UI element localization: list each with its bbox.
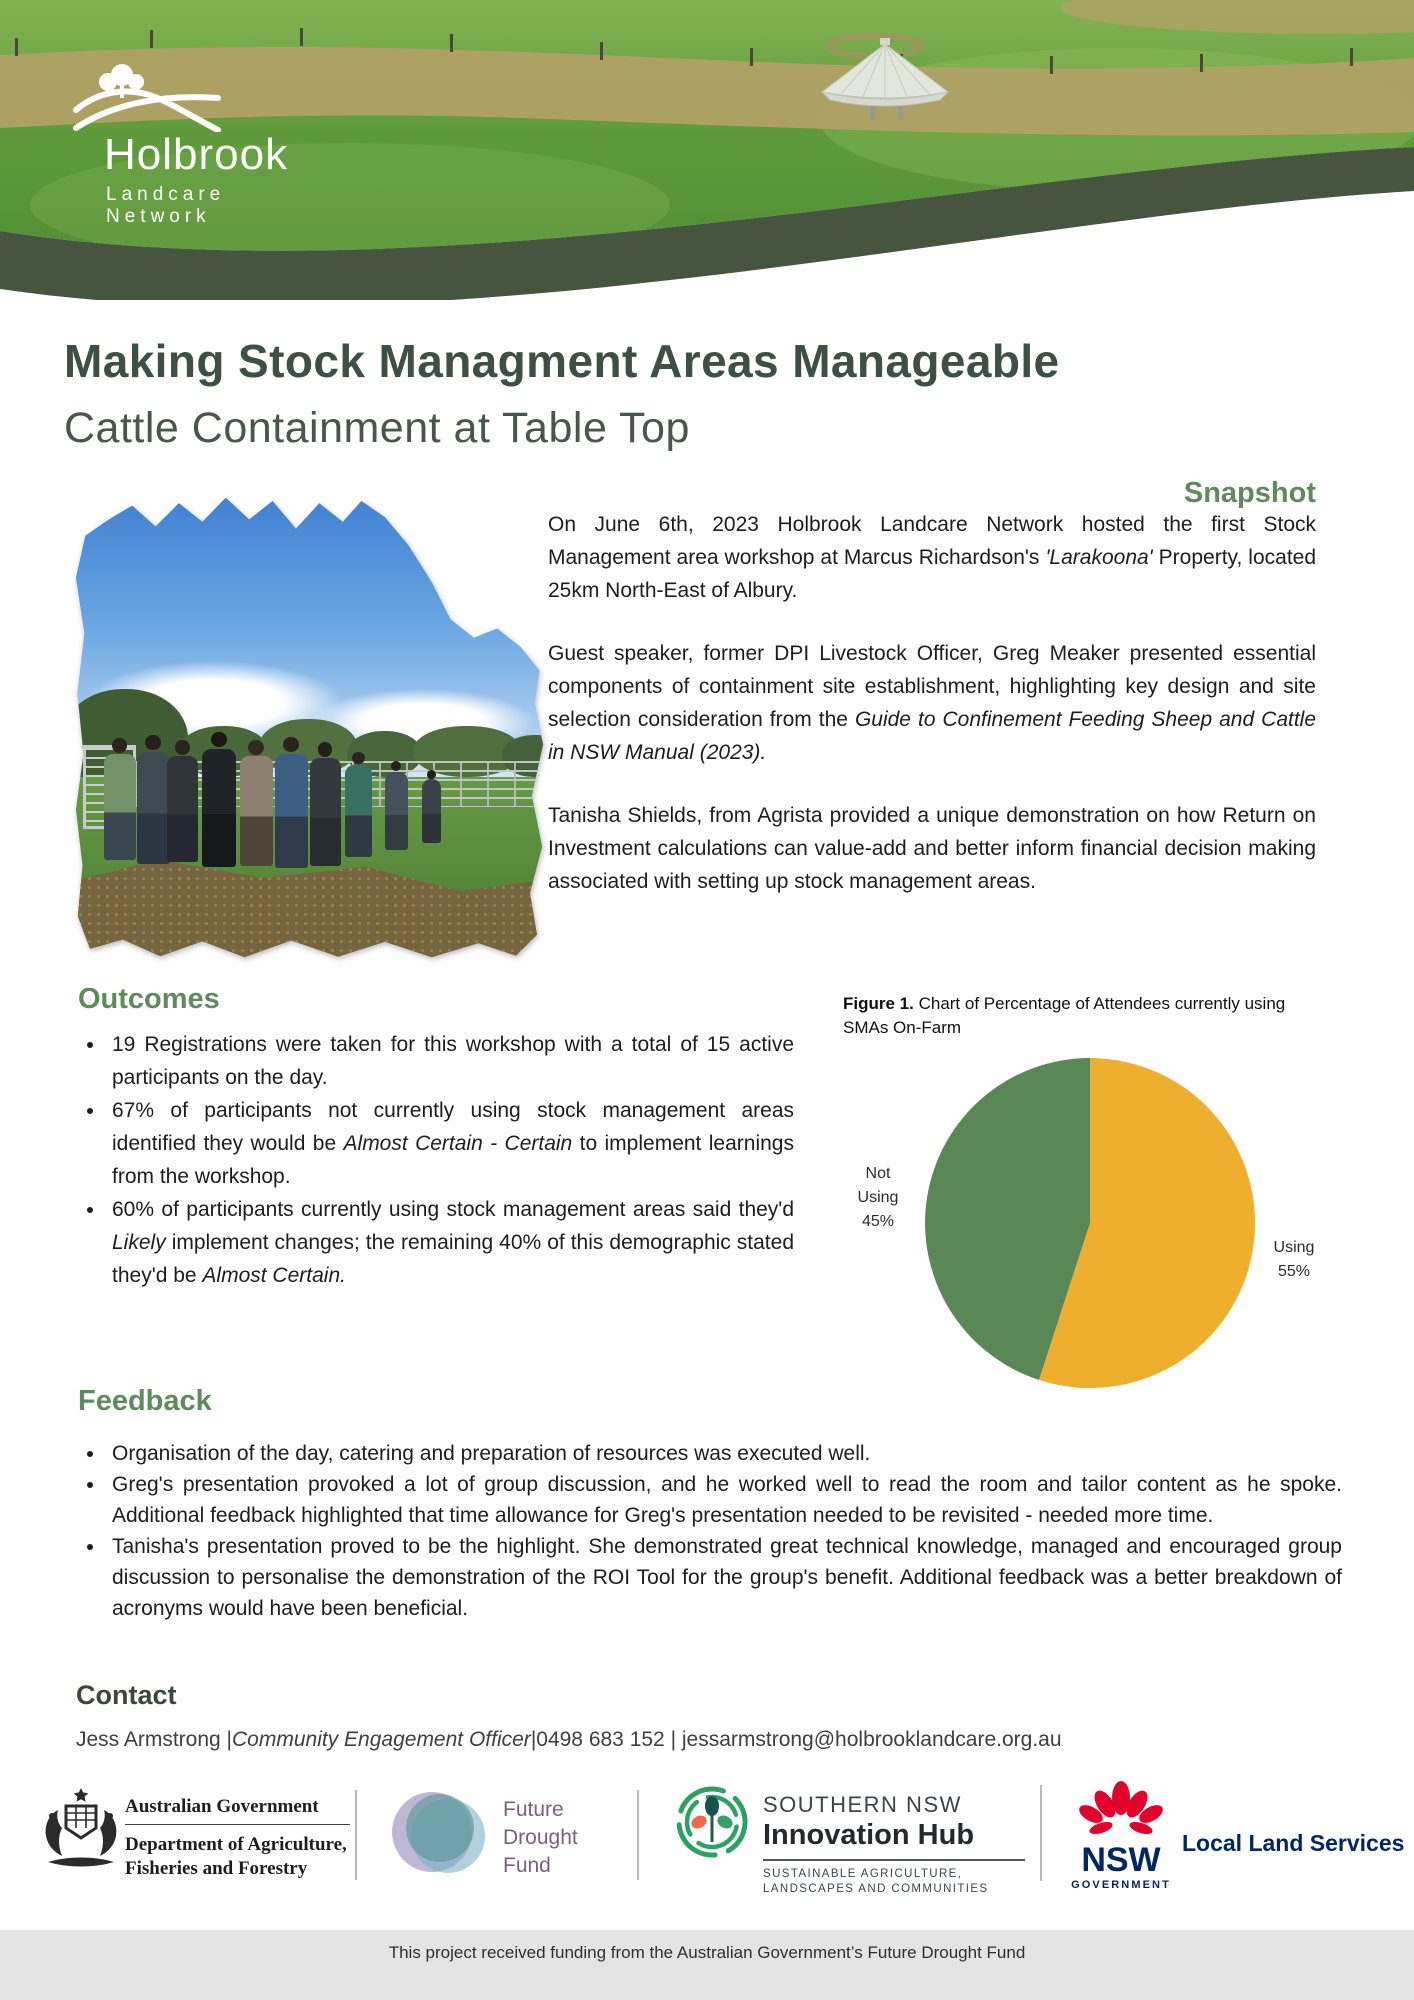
waratah-icon — [1069, 1780, 1173, 1836]
innovation-hub-text — [763, 1792, 1063, 1897]
hub-rule — [763, 1859, 1025, 1861]
hub-name: Innovation Hub — [763, 1819, 975, 1851]
future-drought-fund-text — [503, 1796, 578, 1880]
contact-heading: Contact — [76, 1680, 177, 1710]
pie-label-line: Not — [865, 1165, 891, 1182]
pie-label-not-using — [834, 1162, 922, 1234]
ausgov-line1: Australian Government — [125, 1796, 350, 1825]
photo-person — [167, 756, 198, 862]
figure-caption-text: Chart of Percentage of Attendees currently using SMAs On-Farm — [843, 994, 1286, 1037]
contact-text: Jess Armstrong |Community Engagement Officer|0498 683 152 | jessarmstrong@holbrooklandcare.org.au — [76, 1728, 1062, 1751]
local-land-services-text: Local Land Services — [1182, 1830, 1405, 1856]
figure-caption — [843, 992, 1323, 1040]
feedback-list — [76, 1438, 1342, 1624]
footer-divider — [637, 1790, 639, 1880]
pie-chart — [880, 1040, 1300, 1406]
page-subtitle: Cattle Containment at Table Top — [64, 404, 690, 452]
ausgov-line2 — [125, 1833, 350, 1881]
outcomes-list — [76, 1028, 794, 1292]
nsw-government-logo — [1066, 1780, 1176, 1891]
pie-label-line: Using — [857, 1189, 899, 1206]
outcomes-heading: Outcomes — [78, 983, 220, 1015]
future-drought-fund-icon — [390, 1788, 490, 1880]
photo-person — [422, 779, 441, 843]
snapshot-paragraph: Tanisha Shields, from Agrista provided a unique demonstration on how Return on Investment calculations can value-add and better inform financial decision making associated with setting up stock management areas. — [548, 804, 1316, 893]
page-title: Making Stock Managment Areas Manageable — [64, 335, 1060, 387]
snapshot-paragraphs — [548, 508, 1316, 928]
hills-trees-icon — [72, 60, 222, 132]
hub-subtitle — [763, 1867, 1063, 1897]
innovation-hub-icon — [674, 1784, 750, 1860]
photo-person — [310, 758, 341, 866]
pie-label-line: 55% — [1277, 1263, 1311, 1280]
fdf-line: Future — [503, 1798, 564, 1821]
workshop-photo-image — [76, 494, 544, 958]
outcomes-bullet: • 19 Registrations were taken for this workshop with a total of 15 active participants on the day. — [106, 1028, 794, 1094]
footer-divider — [1040, 1785, 1042, 1881]
feedback-bullet: • Organisation of the day, catering and preparation of resources was executed well. — [106, 1438, 1342, 1469]
outcomes-bullet: • 67% of participants not currently using stock management areas identified they would be Almost Certain - Certain to implement learnings from the workshop. — [106, 1094, 794, 1193]
holbrook-logo — [70, 60, 330, 228]
photo-person — [202, 749, 236, 867]
photo-person — [275, 754, 308, 868]
funding-text: This project received funding from the Australian Government’s Future Drought Fund — [388, 1943, 1026, 1962]
logo-tagline: Landcare Network — [106, 184, 226, 227]
fdf-line: Drought — [503, 1826, 578, 1849]
ausgov-dept-line: Fisheries and Forestry — [125, 1858, 308, 1879]
pie-label-line: Using — [1273, 1239, 1315, 1256]
hub-sub-line: LANDSCAPES AND COMMUNITIES — [763, 1883, 989, 1895]
footer-divider — [355, 1790, 357, 1880]
nsw-acronym: NSW — [1081, 1841, 1161, 1879]
australian-government-logo-text — [125, 1796, 350, 1881]
outcomes-bullet: • 60% of participants currently using stock management areas said they'd Likely implement changes; the remaining 40% of this demographic stated they'd be Almost Certain. — [106, 1193, 794, 1292]
workshop-photo — [76, 494, 544, 958]
photo-person — [345, 765, 372, 857]
australian-government-crest-icon — [38, 1786, 124, 1878]
logo-name: Holbrook — [104, 130, 289, 179]
funding-bar — [0, 1930, 1414, 2000]
feedback-bullet: • Tanisha's presentation proved to be the highlight. She demonstrated great technical knowledge, managed and encouraged group discussion to personalise the demonstration of the ROI Tool for the group's benefit. Additional feedback was a better breakdown of acronyms would have been beneficial. — [106, 1531, 1342, 1624]
feedback-heading: Feedback — [78, 1385, 212, 1417]
photo-person — [104, 754, 136, 860]
figure-caption-label: Figure 1. — [843, 994, 914, 1013]
contact-line — [76, 1728, 1336, 1752]
photo-person — [385, 772, 408, 850]
snapshot-heading: Snapshot — [1183, 477, 1316, 509]
fdf-line: Fund — [503, 1854, 551, 1877]
photo-person — [240, 756, 273, 866]
pie-label-using — [1246, 1236, 1342, 1284]
snapshot-paragraph: Guest speaker, former DPI Livestock Officer, Greg Meaker presented essential components of containment site establishment, highlighting key design and site selection consideration from the Guide to Confinement Feeding Sheep and Cattle in NSW Manual (2023). — [548, 642, 1317, 764]
feedback-bullet: • Greg's presentation provoked a lot of group discussion, and he worked well to read the room and tailor content as he spoke. Additional feedback highlighted that time allowance for Greg's presentation needed to be revisited - needed more time. — [106, 1469, 1342, 1531]
ausgov-dept-line: Department of Agriculture, — [125, 1834, 347, 1855]
snapshot-paragraph: On June 6th, 2023 Holbrook Landcare Network hosted the first Stock Management area workshop at Marcus Richardson's 'Larakoona' Property, located 25km North-East of Albury. — [548, 513, 1317, 602]
nsw-government-label: GOVERNMENT — [1071, 1879, 1171, 1891]
pie-label-line: 45% — [861, 1213, 895, 1230]
hub-region: SOUTHERN NSW — [763, 1792, 962, 1817]
photo-person — [137, 752, 170, 864]
hub-sub-line: SUSTAINABLE AGRICULTURE, — [763, 1868, 963, 1880]
